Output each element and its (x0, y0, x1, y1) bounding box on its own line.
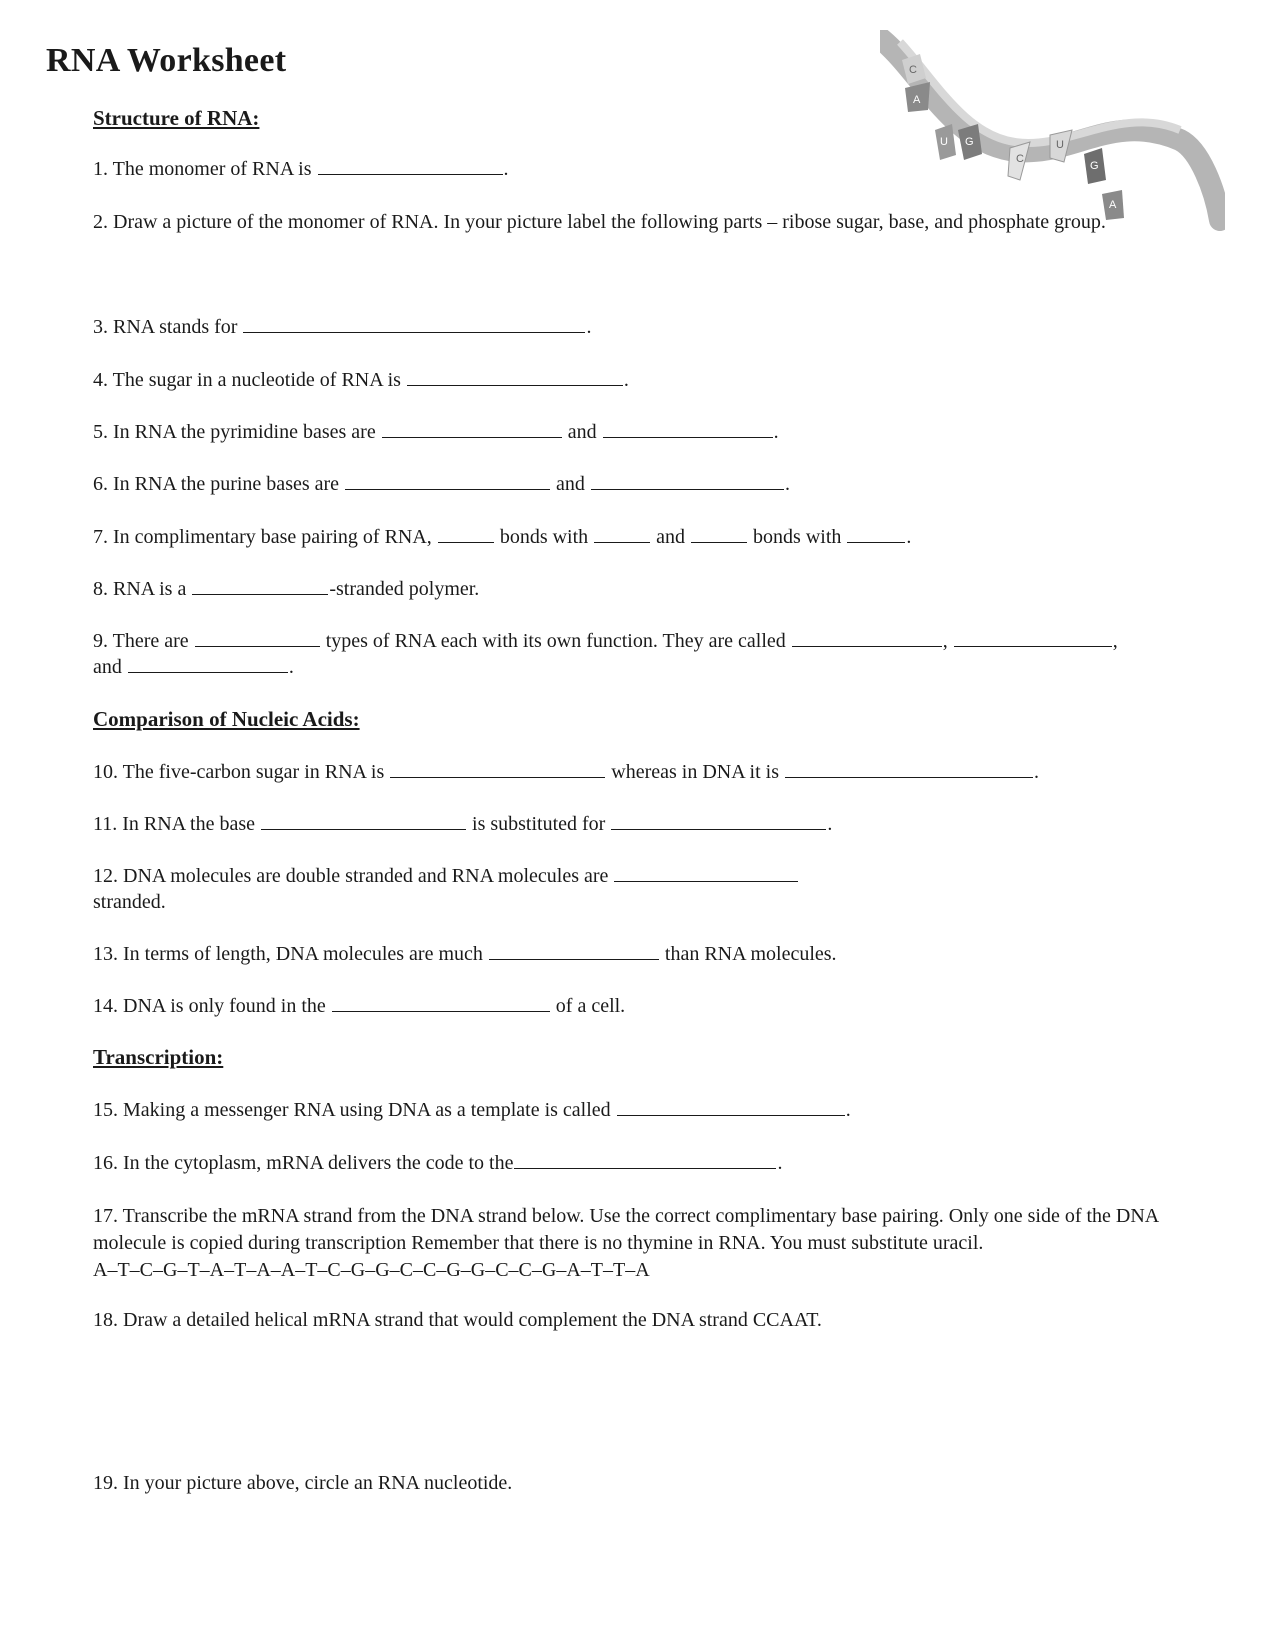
question-12-text: 12. DNA molecules are double stranded and RNA molecules are (93, 865, 614, 887)
question-7-bonds-2: bonds with (748, 526, 847, 548)
question-7-end: . (906, 526, 912, 548)
base-a1-label: A (913, 94, 921, 106)
question-11-end: . (827, 813, 833, 835)
answer-blank[interactable] (390, 759, 605, 778)
question-1-end: . (503, 158, 509, 180)
question-11-mid: is substituted for (467, 813, 611, 835)
answer-blank[interactable] (611, 811, 826, 830)
question-16-end: . (777, 1152, 783, 1174)
answer-blank[interactable] (514, 1150, 776, 1169)
question-8 (93, 576, 1193, 603)
question-9-end: . (288, 656, 294, 678)
answer-blank[interactable] (691, 524, 747, 543)
question-5-text: 5. In RNA the pyrimidine bases are (93, 421, 381, 443)
question-16 (93, 1150, 1193, 1177)
question-2-text: 2. Draw a picture of the monomer of RNA. In your picture label the following parts – ribose sugar, base, and phosphate group. (93, 211, 1106, 233)
question-1-text: 1. The monomer of RNA is (93, 158, 317, 180)
base-a2-label: A (1109, 199, 1117, 211)
question-10 (93, 759, 1193, 786)
question-10-text: 10. The five-carbon sugar in RNA is (93, 761, 390, 783)
question-2 (93, 209, 1193, 236)
answer-blank[interactable] (345, 471, 550, 490)
question-9-mid: types of RNA each with its own function. They are called (320, 630, 791, 652)
question-18-text: 18. Draw a detailed helical mRNA strand that would complement the DNA strand CCAAT. (93, 1309, 822, 1331)
question-5 (93, 419, 1193, 446)
dna-strand-sequence: A–T–C–G–T–A–T–A–A–T–C–G–G–C–C–G–G–C–C–G–A–T–T–A (93, 1259, 650, 1281)
answer-blank[interactable] (261, 811, 466, 830)
question-7 (93, 524, 1193, 551)
answer-blank[interactable] (617, 1097, 845, 1116)
question-9-comma: , (942, 630, 953, 652)
question-10-mid: whereas in DNA it is (606, 761, 785, 783)
question-9-and: and (93, 656, 127, 678)
question-13 (93, 941, 1193, 968)
question-6-text: 6. In RNA the purine bases are (93, 473, 345, 495)
question-9 (93, 628, 1193, 655)
question-3-text: 3. RNA stands for (93, 316, 243, 338)
question-12-line-2 (93, 889, 1193, 916)
question-16-text: 16. In the cytoplasm, mRNA delivers the code to the (93, 1152, 514, 1174)
page-title: RNA Worksheet (46, 42, 287, 79)
question-9-comma-2: , (1112, 630, 1118, 652)
question-17 (93, 1203, 1193, 1284)
question-17-text: 17. Transcribe the mRNA strand from the DNA strand below. Use the correct complimentary base pairing. Only one side of the DNA molecule is copied during transcription Remember that there is no thymine in RNA. You must substitute uracil. (93, 1205, 1159, 1254)
question-19-text: 19. In your picture above, circle an RNA nucleotide. (93, 1472, 513, 1494)
base-c2-label: C (1016, 153, 1024, 165)
answer-blank[interactable] (382, 419, 562, 438)
question-14-end: of a cell. (550, 995, 626, 1017)
question-15-text: 15. Making a messenger RNA using DNA as a template is called (93, 1099, 616, 1121)
answer-blank[interactable] (318, 156, 503, 175)
question-6-end: . (784, 473, 790, 495)
question-10-end: . (1034, 761, 1040, 783)
answer-blank[interactable] (792, 628, 942, 647)
question-11 (93, 811, 1193, 838)
question-9-text: 9. There are (93, 630, 194, 652)
question-14-text: 14. DNA is only found in the (93, 995, 331, 1017)
question-8-end: -stranded polymer. (329, 578, 480, 600)
question-18 (93, 1307, 1193, 1334)
answer-blank[interactable] (128, 654, 288, 673)
answer-blank[interactable] (614, 863, 798, 882)
question-1 (93, 156, 1193, 183)
question-15-end: . (845, 1099, 851, 1121)
base-u1-label: U (940, 136, 948, 148)
answer-blank[interactable] (489, 941, 659, 960)
question-6 (93, 471, 1193, 498)
question-7-and: and (651, 526, 691, 548)
question-11-text: 11. In RNA the base (93, 813, 261, 835)
question-3-end: . (586, 316, 592, 338)
base-c1-label: C (909, 64, 917, 76)
answer-blank[interactable] (603, 419, 773, 438)
answer-blank[interactable] (594, 524, 650, 543)
question-7-text: 7. In complimentary base pairing of RNA, (93, 526, 437, 548)
answer-blank[interactable] (195, 628, 320, 647)
question-3 (93, 314, 1193, 341)
question-6-and: and (551, 473, 590, 495)
answer-blank[interactable] (438, 524, 494, 543)
section-heading-transcription: Transcription: (93, 1045, 224, 1069)
question-12 (93, 863, 1193, 890)
question-15 (93, 1097, 1193, 1124)
section-heading-structure: Structure of RNA: (93, 106, 260, 130)
answer-blank[interactable] (332, 993, 550, 1012)
question-7-bonds: bonds with (494, 526, 594, 548)
answer-blank[interactable] (785, 759, 1033, 778)
question-9-line-2 (93, 654, 1193, 681)
base-g1-label: G (965, 136, 974, 148)
answer-blank[interactable] (243, 314, 585, 333)
base-u2-label: U (1056, 139, 1064, 151)
answer-blank[interactable] (407, 367, 623, 386)
answer-blank[interactable] (192, 576, 328, 595)
question-13-end: than RNA molecules. (659, 943, 837, 965)
question-14 (93, 993, 1193, 1020)
base-g2-label: G (1090, 160, 1099, 172)
question-4-end: . (623, 369, 629, 391)
answer-blank[interactable] (954, 628, 1112, 647)
answer-blank[interactable] (847, 524, 905, 543)
question-5-and: and (562, 421, 602, 443)
question-8-text: 8. RNA is a (93, 578, 192, 600)
question-4-text: 4. The sugar in a nucleotide of RNA is (93, 369, 406, 391)
question-19 (93, 1470, 1193, 1497)
section-heading-comparison: Comparison of Nucleic Acids: (93, 707, 360, 731)
question-4 (93, 367, 1193, 394)
question-5-end: . (773, 421, 779, 443)
question-13-text: 13. In terms of length, DNA molecules are much (93, 943, 488, 965)
question-12-end: stranded. (93, 891, 166, 913)
answer-blank[interactable] (591, 471, 784, 490)
